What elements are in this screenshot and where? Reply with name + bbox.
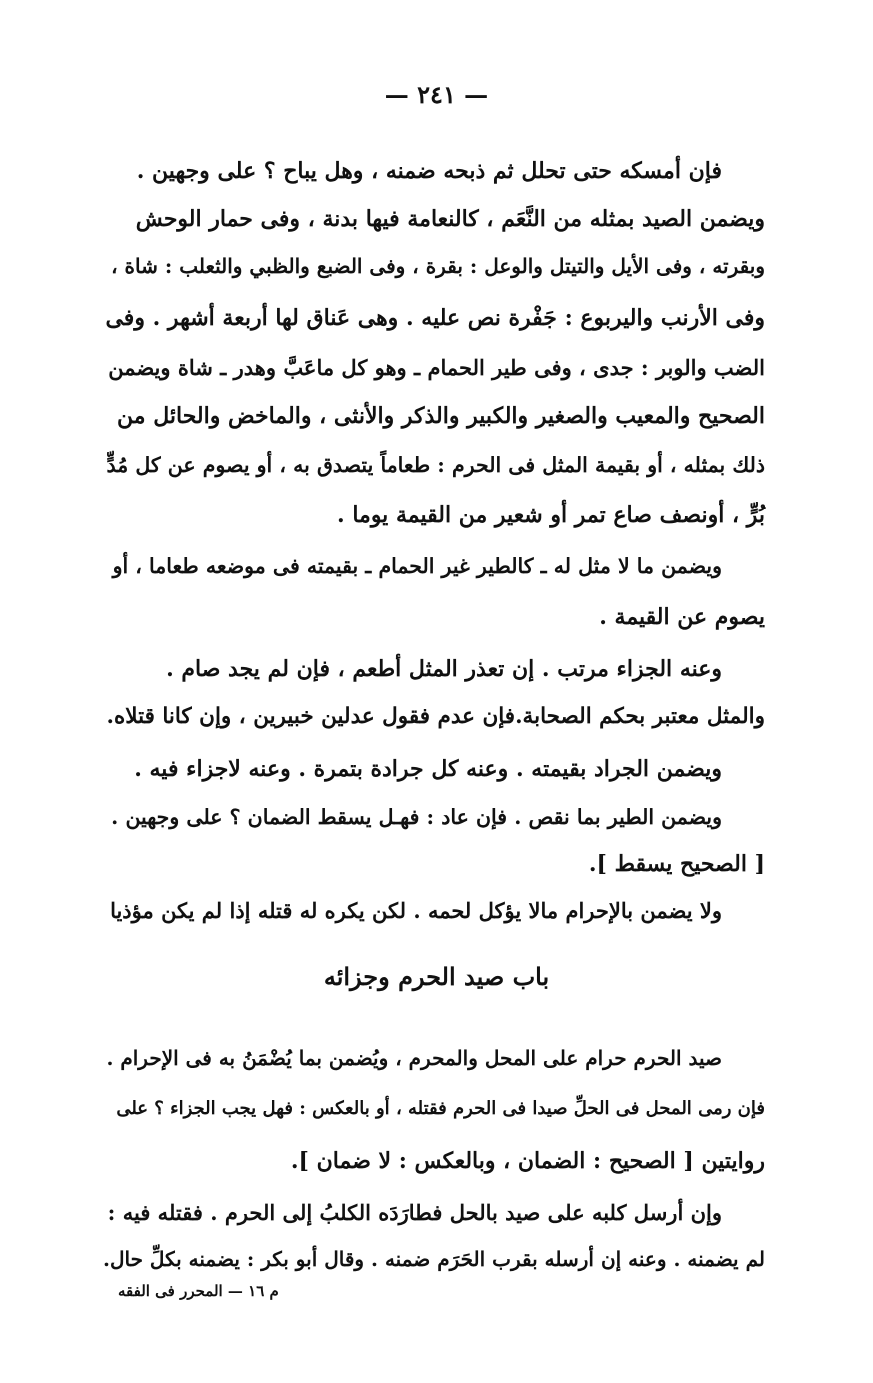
page-number: — ٢٤١ — — [384, 80, 489, 109]
text-line: روايتين [ الصحيح : الضمان ، وبالعكس : لا ضمان ]. — [290, 1148, 765, 1174]
text-line: وبقرته ، وفى الأيل والتيتل والوعل : بقرة ، وفى الضبع والظبي والثعلب : شاة ، — [111, 254, 765, 278]
text-line: يصوم عن القيمة . — [599, 604, 765, 630]
text-line: الضب والوبر : جدى ، وفى طير الحمام ـ وهو كل ماعَبَّ وهدر ـ شاة ويضمن — [108, 355, 765, 380]
text-line: لم يضمنه . وعنه إن أرسله بقرب الحَرَم ضمنه . وقال أبو بكر : يضمنه بكلِّ حال. — [103, 1247, 765, 1271]
text-line: بُرٍّ ، أونصف صاع تمر أو شعير من القيمة يوما . — [337, 502, 765, 528]
text-line: وفى الأرنب واليربوع : جَفْرة نص عليه . وهى عَناق لها أربعة أشهر . وفى — [105, 305, 765, 331]
text-line: ويضمن ما لا مثل له ـ كالطير غير الحمام ـ بقيمته فى موضعه طعاما ، أو — [112, 554, 722, 578]
text-line: ذلك بمثله ، أو بقيمة المثل فى الحرم : طعاماً يتصدق به ، أو يصوم عن كل مُدٍّ — [106, 453, 765, 477]
page-footer: م ١٦ — المحرر فى الفقه — [118, 1282, 279, 1300]
text-line: ويضمن الجراد بقيمته . وعنه كل جرادة بتمرة . وعنه لاجزاء فيه . — [134, 756, 722, 782]
section-heading: باب صيد الحرم وجزائه — [323, 962, 550, 991]
text-line: [ الصحيح يسقط ]. — [588, 851, 765, 877]
text-line: ولا يضمن بالإحرام مالا يؤكل لحمه . لكن يكره له قتله إذا لم يكن مؤذيا — [110, 898, 722, 923]
text-line: وعنه الجزاء مرتب . إن تعذر المثل أطعم ، فإن لم يجد صام . — [166, 656, 722, 682]
text-line: فإن أمسكه حتى تحلل ثم ذبحه ضمنه ، وهل يباح ؟ على وجهين . — [136, 158, 722, 184]
text-line: وإن أرسل كلبه على صيد بالحل فطارَدَه الكلبُ إلى الحرم . فقتله فيه : — [107, 1200, 722, 1225]
text-line: ويضمن الطير بما نقص . فإن عاد : فهـل يسقط الضمان ؟ على وجهين . — [111, 805, 722, 829]
text-line: والمثل معتبر بحكم الصحابة.فإن عدم فقول عدلين خبيرين ، وإن كانا قتلاه. — [106, 704, 765, 729]
text-line: الصحيح والمعيب والصغير والكبير والذكر والأنثى ، والماخض والحائل من — [117, 403, 765, 429]
text-line: ويضمن الصيد بمثله من النَّعَم ، كالنعامة فيها بدنة ، وفى حمار الوحش — [135, 206, 765, 232]
text-line: صيد الحرم حرام على المحل والمحرم ، ويُضمن بما يُضْمَنُ به فى الإحرام . — [106, 1046, 722, 1070]
text-line: فإن رمى المحل فى الحلِّ صيدا فى الحرم فقتله ، أو بالعكس : فهل يجب الجزاء ؟ على — [116, 1098, 765, 1119]
